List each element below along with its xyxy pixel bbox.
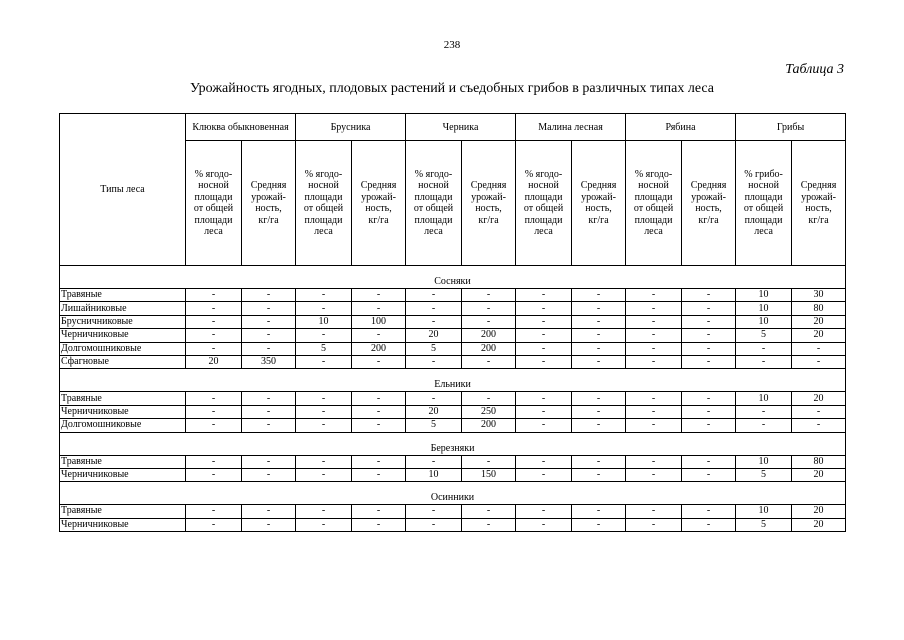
value-cell: 10 [406, 468, 462, 481]
sub-header-area: % ягодо- носной площади от общей площади леса [626, 141, 682, 266]
value-cell: - [242, 329, 296, 342]
value-cell: - [516, 518, 572, 531]
value-cell: - [186, 468, 242, 481]
value-cell: - [626, 405, 682, 418]
value-cell: - [296, 468, 352, 481]
value-cell: - [406, 455, 462, 468]
forest-type-cell: Травяные [60, 455, 186, 468]
value-cell: 10 [736, 505, 792, 518]
value-cell: - [352, 329, 406, 342]
value-cell: - [242, 405, 296, 418]
sub-header-yield: Средняя урожай- ность, кг/га [352, 141, 406, 266]
section-title: Ельники [60, 369, 846, 392]
sub-header-area: % грибо- носной площади от общей площади леса [736, 141, 792, 266]
group-header-mushrooms: Грибы [736, 114, 846, 141]
value-cell: 350 [242, 355, 296, 368]
value-cell: - [682, 315, 736, 328]
value-cell: - [242, 518, 296, 531]
value-cell: - [406, 315, 462, 328]
forest-type-cell: Черничниковые [60, 329, 186, 342]
value-cell: - [462, 355, 516, 368]
value-cell: - [516, 329, 572, 342]
value-cell: - [572, 468, 626, 481]
value-cell: - [736, 342, 792, 355]
value-cell: - [572, 355, 626, 368]
value-cell: - [352, 518, 406, 531]
page-title: Урожайность ягодных, плодовых растений и съедобных грибов в различных типах леса [190, 81, 714, 96]
value-cell: - [352, 289, 406, 302]
value-cell: - [406, 289, 462, 302]
forest-type-cell: Черничниковые [60, 405, 186, 418]
value-cell: - [792, 342, 846, 355]
value-cell: - [406, 355, 462, 368]
section-row [60, 482, 846, 505]
table-row [60, 302, 846, 315]
value-cell: - [352, 405, 406, 418]
value-cell: - [296, 302, 352, 315]
table-row [60, 505, 846, 518]
value-cell: 10 [736, 302, 792, 315]
value-cell: - [626, 302, 682, 315]
value-cell: - [296, 392, 352, 405]
group-header-raspberry: Малина лесная [516, 114, 626, 141]
value-cell: - [186, 329, 242, 342]
value-cell: 5 [736, 518, 792, 531]
group-header-blueberry: Черника [406, 114, 516, 141]
value-cell: - [682, 468, 736, 481]
value-cell: - [242, 505, 296, 518]
value-cell: 20 [792, 315, 846, 328]
value-cell: - [792, 419, 846, 432]
forest-type-cell: Брусничниковые [60, 315, 186, 328]
value-cell: - [186, 405, 242, 418]
forest-type-header: Типы леса [60, 114, 186, 266]
value-cell: - [462, 455, 516, 468]
value-cell: - [682, 405, 736, 418]
group-header-cranberry: Клюква обыкновенная [186, 114, 296, 141]
value-cell: - [736, 405, 792, 418]
value-cell: 5 [406, 342, 462, 355]
value-cell: 200 [352, 342, 406, 355]
group-header-rowan: Рябина [626, 114, 736, 141]
sub-header-yield: Средняя урожай- ность, кг/га [462, 141, 516, 266]
value-cell: 30 [792, 289, 846, 302]
value-cell: - [242, 315, 296, 328]
value-cell: - [626, 455, 682, 468]
value-cell: - [406, 505, 462, 518]
value-cell: - [516, 392, 572, 405]
table-label: Таблица 3 [785, 62, 844, 77]
value-cell: 5 [406, 419, 462, 432]
forest-type-cell: Долгомошниковые [60, 342, 186, 355]
value-cell: 200 [462, 342, 516, 355]
value-cell: 10 [736, 289, 792, 302]
value-cell: - [296, 455, 352, 468]
value-cell: - [296, 518, 352, 531]
value-cell: 20 [792, 468, 846, 481]
value-cell: - [462, 289, 516, 302]
value-cell: - [462, 392, 516, 405]
value-cell: 5 [296, 342, 352, 355]
value-cell: - [242, 342, 296, 355]
value-cell: - [626, 355, 682, 368]
value-cell: - [626, 315, 682, 328]
value-cell: 200 [462, 329, 516, 342]
value-cell: - [352, 468, 406, 481]
value-cell: - [352, 505, 406, 518]
value-cell: - [626, 468, 682, 481]
value-cell: - [296, 355, 352, 368]
value-cell: - [186, 342, 242, 355]
value-cell: - [516, 302, 572, 315]
value-cell: - [792, 405, 846, 418]
value-cell: - [242, 455, 296, 468]
value-cell: - [572, 315, 626, 328]
value-cell: - [572, 405, 626, 418]
value-cell: - [186, 302, 242, 315]
value-cell: - [352, 455, 406, 468]
value-cell: 20 [792, 392, 846, 405]
value-cell: - [626, 419, 682, 432]
value-cell: - [186, 419, 242, 432]
value-cell: - [736, 355, 792, 368]
value-cell: - [462, 518, 516, 531]
table-row [60, 329, 846, 342]
value-cell: - [352, 392, 406, 405]
table-row [60, 392, 846, 405]
value-cell: 80 [792, 302, 846, 315]
value-cell: - [572, 342, 626, 355]
forest-type-cell: Травяные [60, 289, 186, 302]
value-cell: 5 [736, 468, 792, 481]
value-cell: 100 [352, 315, 406, 328]
value-cell: - [572, 329, 626, 342]
section-title: Осинники [60, 482, 846, 505]
table-body [60, 266, 846, 532]
section-row [60, 266, 846, 289]
value-cell: - [682, 419, 736, 432]
value-cell: 20 [792, 518, 846, 531]
value-cell: - [626, 505, 682, 518]
sub-header-area: % ягодо- носной площади от общей площади леса [186, 141, 242, 266]
value-cell: - [626, 518, 682, 531]
yield-table [59, 113, 846, 532]
value-cell: - [572, 392, 626, 405]
value-cell: - [462, 315, 516, 328]
table-row [60, 468, 846, 481]
value-cell: - [242, 289, 296, 302]
sub-header-area: % ягодо- носной площади от общей площади леса [516, 141, 572, 266]
value-cell: - [352, 419, 406, 432]
value-cell: - [352, 302, 406, 315]
value-cell: 150 [462, 468, 516, 481]
value-cell: - [572, 455, 626, 468]
value-cell: - [186, 518, 242, 531]
section-title: Березняки [60, 432, 846, 455]
value-cell: 20 [792, 329, 846, 342]
value-cell: - [516, 455, 572, 468]
value-cell: - [186, 505, 242, 518]
value-cell: - [296, 505, 352, 518]
value-cell: - [186, 392, 242, 405]
value-cell: - [242, 302, 296, 315]
value-cell: - [682, 329, 736, 342]
sub-header-yield: Средняя урожай- ность, кг/га [682, 141, 736, 266]
section-title: Сосняки [60, 266, 846, 289]
table-row [60, 419, 846, 432]
value-cell: - [462, 505, 516, 518]
table-row [60, 315, 846, 328]
forest-type-cell: Сфагновые [60, 355, 186, 368]
value-cell: - [186, 455, 242, 468]
value-cell: - [406, 518, 462, 531]
value-cell: - [682, 342, 736, 355]
value-cell: - [572, 302, 626, 315]
table-row [60, 289, 846, 302]
value-cell: - [186, 289, 242, 302]
value-cell: - [406, 392, 462, 405]
value-cell: 10 [736, 315, 792, 328]
value-cell: 20 [186, 355, 242, 368]
value-cell: 10 [296, 315, 352, 328]
sub-header-yield: Средняя урожай- ность, кг/га [792, 141, 846, 266]
value-cell: - [736, 419, 792, 432]
value-cell: - [516, 419, 572, 432]
value-cell: - [242, 392, 296, 405]
section-row [60, 369, 846, 392]
value-cell: - [296, 329, 352, 342]
value-cell: - [682, 455, 736, 468]
value-cell: - [186, 315, 242, 328]
value-cell: - [516, 342, 572, 355]
sub-header-area: % ягодо- носной площади от общей площади леса [296, 141, 352, 266]
sub-header-yield: Средняя урожай- ность, кг/га [242, 141, 296, 266]
value-cell: 20 [792, 505, 846, 518]
group-header-row [60, 114, 846, 141]
value-cell: - [572, 289, 626, 302]
table-row [60, 405, 846, 418]
value-cell: - [626, 329, 682, 342]
value-cell: 20 [406, 329, 462, 342]
table-row [60, 455, 846, 468]
sub-header-area: % ягодо- носной площади от общей площади леса [406, 141, 462, 266]
value-cell: - [296, 419, 352, 432]
value-cell: - [352, 355, 406, 368]
value-cell: 10 [736, 392, 792, 405]
value-cell: - [572, 518, 626, 531]
value-cell: - [626, 342, 682, 355]
value-cell: 10 [736, 455, 792, 468]
table-row [60, 342, 846, 355]
value-cell: - [626, 289, 682, 302]
value-cell: 20 [406, 405, 462, 418]
value-cell: - [682, 289, 736, 302]
forest-type-cell: Долгомошниковые [60, 419, 186, 432]
value-cell: - [242, 468, 296, 481]
value-cell: - [516, 505, 572, 518]
table-row [60, 355, 846, 368]
forest-type-cell: Лишайниковые [60, 302, 186, 315]
value-cell: - [516, 468, 572, 481]
forest-type-cell: Травяные [60, 392, 186, 405]
value-cell: - [242, 419, 296, 432]
value-cell: - [462, 302, 516, 315]
value-cell: - [516, 405, 572, 418]
value-cell: - [516, 315, 572, 328]
value-cell: - [682, 505, 736, 518]
page-number: 238 [443, 39, 461, 51]
value-cell: - [296, 405, 352, 418]
sub-header-yield: Средняя урожай- ность, кг/га [572, 141, 626, 266]
value-cell: 5 [736, 329, 792, 342]
value-cell: - [516, 355, 572, 368]
value-cell: - [682, 302, 736, 315]
forest-type-cell: Черничниковые [60, 468, 186, 481]
value-cell: - [682, 392, 736, 405]
value-cell: - [682, 355, 736, 368]
value-cell: - [626, 392, 682, 405]
value-cell: - [516, 289, 572, 302]
forest-type-cell: Травяные [60, 505, 186, 518]
value-cell: - [682, 518, 736, 531]
value-cell: - [572, 505, 626, 518]
value-cell: - [572, 419, 626, 432]
group-header-lingonberry: Брусника [296, 114, 406, 141]
value-cell: - [296, 289, 352, 302]
forest-type-cell: Черничниковые [60, 518, 186, 531]
table-row [60, 518, 846, 531]
value-cell: - [406, 302, 462, 315]
value-cell: 80 [792, 455, 846, 468]
value-cell: - [792, 355, 846, 368]
value-cell: 200 [462, 419, 516, 432]
value-cell: 250 [462, 405, 516, 418]
section-row [60, 432, 846, 455]
